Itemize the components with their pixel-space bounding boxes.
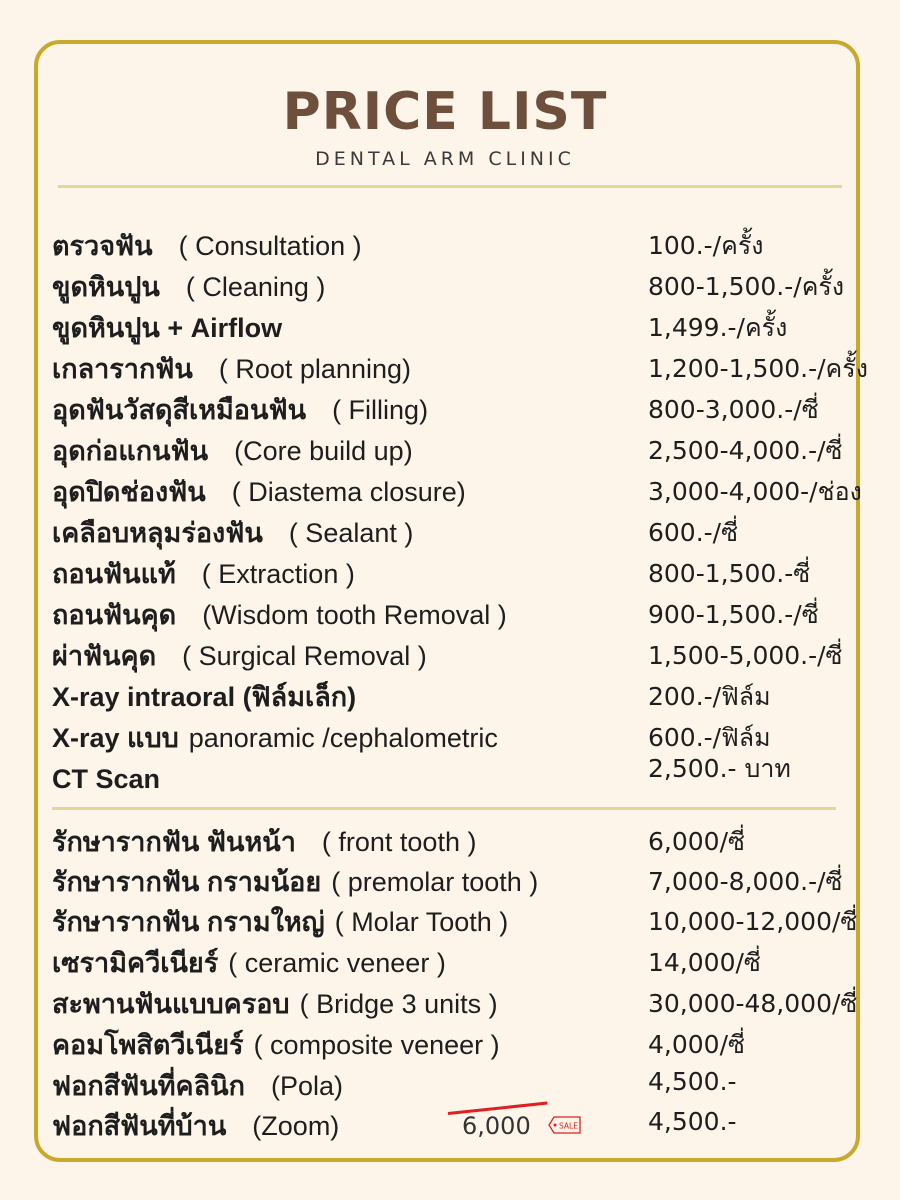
service-name-en: ( Cleaning ) <box>185 272 326 302</box>
service-name-en: ( ceramic veneer ) <box>228 948 446 978</box>
service-name-th: เซรามิควีเนียร์ <box>52 948 219 978</box>
service-price: 3,000-4,000-/ช่อง <box>648 477 862 506</box>
service-name-th: ขูดหินปูน <box>52 272 160 302</box>
service-name-th: รักษารากฟัน กรามน้อย <box>52 867 322 897</box>
service-price: 4,000/ซี่ <box>648 1030 745 1059</box>
service-name-th: สะพานฟันแบบครอบ <box>52 989 290 1019</box>
list-item <box>52 984 858 1024</box>
service-name-en: ( Diastema closure) <box>231 477 466 507</box>
service-price: 2,500-4,000.-/ซี่ <box>648 436 843 465</box>
service-name-th: ขูดหินปูน + Airflow <box>52 313 283 343</box>
service-name-th: ตรวจฟัน <box>52 231 153 261</box>
list-item <box>52 308 852 348</box>
service-price: 800-3,000.-/ซี่ <box>648 395 819 424</box>
service-name-en: ( front tooth ) <box>321 827 477 857</box>
service-name-en: panoramic /cephalometric <box>188 723 498 753</box>
service-name-th: รักษารากฟัน ฟันหน้า <box>52 827 296 857</box>
service-price: 14,000/ซี่ <box>648 948 761 977</box>
list-item <box>52 1025 852 1065</box>
list-item <box>52 267 852 307</box>
list-item <box>52 1066 852 1106</box>
old-price: 6,000 <box>462 1112 531 1140</box>
list-item <box>52 554 852 594</box>
service-name-th: เกลารากฟัน <box>52 354 193 384</box>
service-price: 800-1,500.-ซี่ <box>648 559 811 588</box>
service-price: 4,500.- <box>648 1107 737 1136</box>
service-price: 10,000-12,000/ซี่ <box>648 907 858 936</box>
list-item <box>52 822 852 862</box>
service-price: 6,000/ซี่ <box>648 827 745 856</box>
service-name-en: (Core build up) <box>234 436 413 466</box>
service-price: 800-1,500.-/ครั้ง <box>648 272 845 301</box>
service-name-en: ( Extraction ) <box>201 559 355 589</box>
service-name-en: ( Bridge 3 units ) <box>299 989 498 1019</box>
clinic-name: DENTAL ARM CLINIC <box>315 148 575 170</box>
service-name-th: ผ่าฟันคุด <box>52 641 157 671</box>
service-name-en: (Pola) <box>270 1071 343 1101</box>
service-name-th: คอมโพสิตวีเนียร์ <box>52 1030 244 1060</box>
service-name-en: ( Molar Tooth ) <box>334 907 509 937</box>
sale-tag-label: SALE <box>559 1121 578 1131</box>
service-name-th: ฟอกสีฟันที่คลินิก <box>52 1071 245 1101</box>
list-item <box>52 636 852 676</box>
list-item <box>52 390 852 430</box>
service-name-th: รักษารากฟัน กรามใหญ่ <box>52 907 325 937</box>
sale-tag-icon <box>548 1116 582 1134</box>
service-name-th: เคลือบหลุมร่องฟัน <box>52 518 263 548</box>
service-name-en: ( Root planning) <box>218 354 411 384</box>
service-name-th: ถอนฟันคุด <box>52 600 177 630</box>
service-name-en: ( Filling) <box>332 395 429 425</box>
service-name-en: ( Surgical Removal ) <box>182 641 427 671</box>
page-title: PRICE LIST <box>282 82 608 142</box>
service-name-en: ( premolar tooth ) <box>331 867 539 897</box>
list-item <box>52 431 852 471</box>
service-name-en: ( composite veneer ) <box>253 1030 500 1060</box>
list-item <box>52 943 852 983</box>
service-price: 30,000-48,000/ซี่ <box>648 989 858 1018</box>
service-price: 200.-/ฟิล์ม <box>648 682 771 711</box>
service-price: 600.-/ฟิล์ม <box>648 723 771 752</box>
list-item <box>52 595 852 635</box>
divider-top <box>58 185 842 188</box>
service-price: 100.-/ครั้ง <box>648 231 764 260</box>
service-price: 1,499.-/ครั้ง <box>648 313 788 342</box>
list-item <box>52 862 852 902</box>
service-price: 7,000-8,000.-/ซี่ <box>648 867 843 896</box>
service-name-en: (Wisdom tooth Removal ) <box>202 600 507 630</box>
service-name-en: ( Sealant ) <box>288 518 414 548</box>
list-item <box>52 677 852 717</box>
list-item <box>52 349 868 389</box>
service-name-th: X-ray intraoral (ฟิล์มเล็ก) <box>52 682 357 712</box>
service-price: 4,500.- <box>648 1067 737 1096</box>
list-item <box>52 902 858 942</box>
list-item <box>52 472 862 512</box>
divider-middle <box>52 807 836 810</box>
service-price: 2,500.- บาท <box>648 754 791 783</box>
service-price: 900-1,500.-/ซี่ <box>648 600 819 629</box>
list-item <box>52 513 852 553</box>
service-price: 1,200-1,500.-/ครั้ง <box>648 354 868 383</box>
list-item <box>52 226 852 266</box>
service-price: 1,500-5,000.-/ซี่ <box>648 641 843 670</box>
service-name-en: ( Consultation ) <box>178 231 362 261</box>
service-name-th: ฟอกสีฟันที่บ้าน <box>52 1111 227 1141</box>
service-name-th: CT Scan <box>52 764 161 794</box>
service-name-th: อุดฟันวัสดุสีเหมือนฟัน <box>52 395 307 425</box>
service-name-th: X-ray แบบ <box>52 723 179 753</box>
service-name-th: อุดก่อแกนฟัน <box>52 436 209 466</box>
service-price: 600.-/ซี่ <box>648 518 739 547</box>
service-name-th: ถอนฟันแท้ <box>52 559 176 589</box>
service-name-en: (Zoom) <box>252 1111 340 1141</box>
service-name-th: อุดปิดช่องฟัน <box>52 477 206 507</box>
list-item <box>52 754 852 799</box>
